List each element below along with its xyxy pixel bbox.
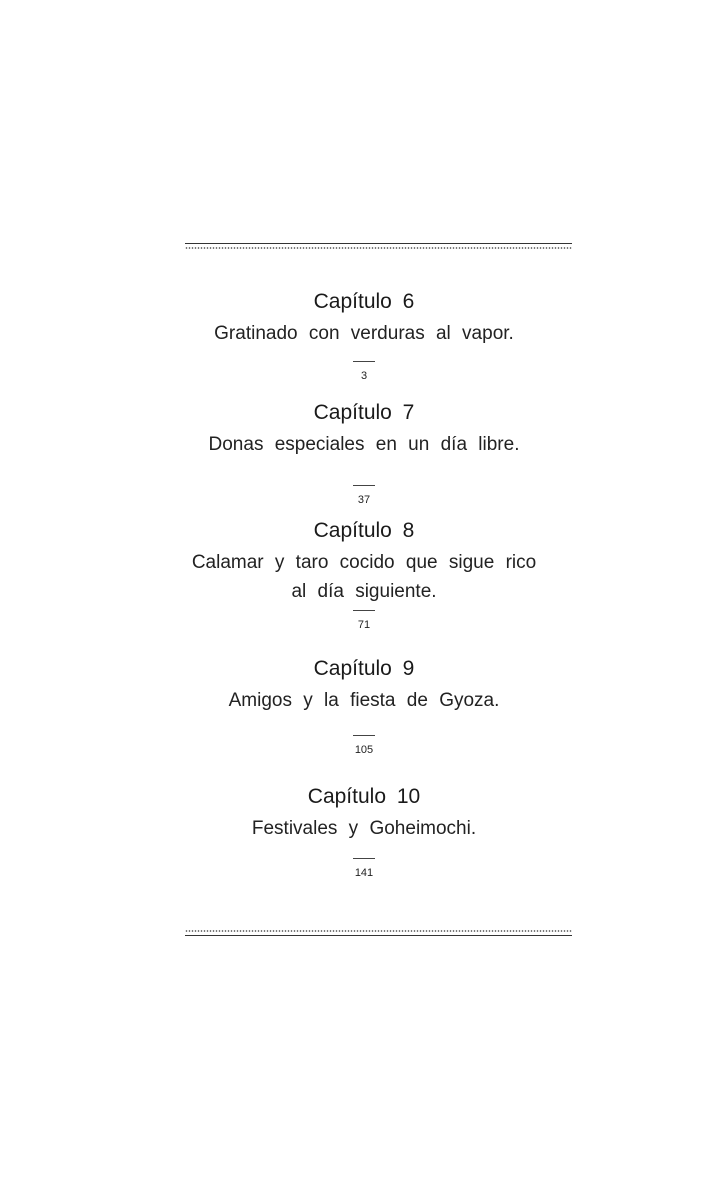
chapter-heading: Capítulo 9 [313, 657, 415, 680]
page-number: 71 [357, 619, 371, 631]
page-number: 141 [354, 867, 374, 879]
chapter-heading: Capítulo 7 [313, 401, 415, 424]
chapter-title-line-2: al día siguiente. [291, 581, 437, 602]
page-dash [353, 735, 375, 736]
chapter-heading: Capítulo 6 [313, 290, 415, 313]
page-number: 3 [360, 370, 368, 382]
chapter-10-page-ref [0, 858, 728, 879]
chapter-title: Amigos y la fiesta de Gyoza. [228, 690, 500, 711]
chapter-title: Gratinado con verduras al vapor. [214, 323, 514, 344]
page-dash [353, 361, 375, 362]
chapter-7-page-ref [0, 485, 728, 506]
page-number: 105 [354, 744, 374, 756]
chapter-8-page-ref [0, 610, 728, 631]
chapter-title: Donas especiales en un día libre. [208, 434, 520, 455]
page-dash [353, 610, 375, 611]
chapter-9-page-ref [0, 735, 728, 756]
chapter-title: Festivales y Goheimochi. [251, 818, 477, 839]
top-divider [185, 243, 572, 249]
chapter-heading: Capítulo 10 [307, 785, 421, 808]
chapter-9-entry [0, 657, 728, 715]
chapter-6-entry [0, 290, 728, 348]
page-dash [353, 485, 375, 486]
chapter-7-entry [0, 401, 728, 459]
chapter-heading: Capítulo 8 [313, 519, 415, 542]
chapter-10-entry [0, 785, 728, 843]
chapter-6-page-ref [0, 361, 728, 382]
bottom-divider [185, 930, 572, 936]
page-dash [353, 858, 375, 859]
chapter-8-entry [0, 519, 728, 606]
chapter-title-line-1: Calamar y taro cocido que sigue rico [191, 552, 537, 573]
page-number: 37 [357, 494, 371, 506]
